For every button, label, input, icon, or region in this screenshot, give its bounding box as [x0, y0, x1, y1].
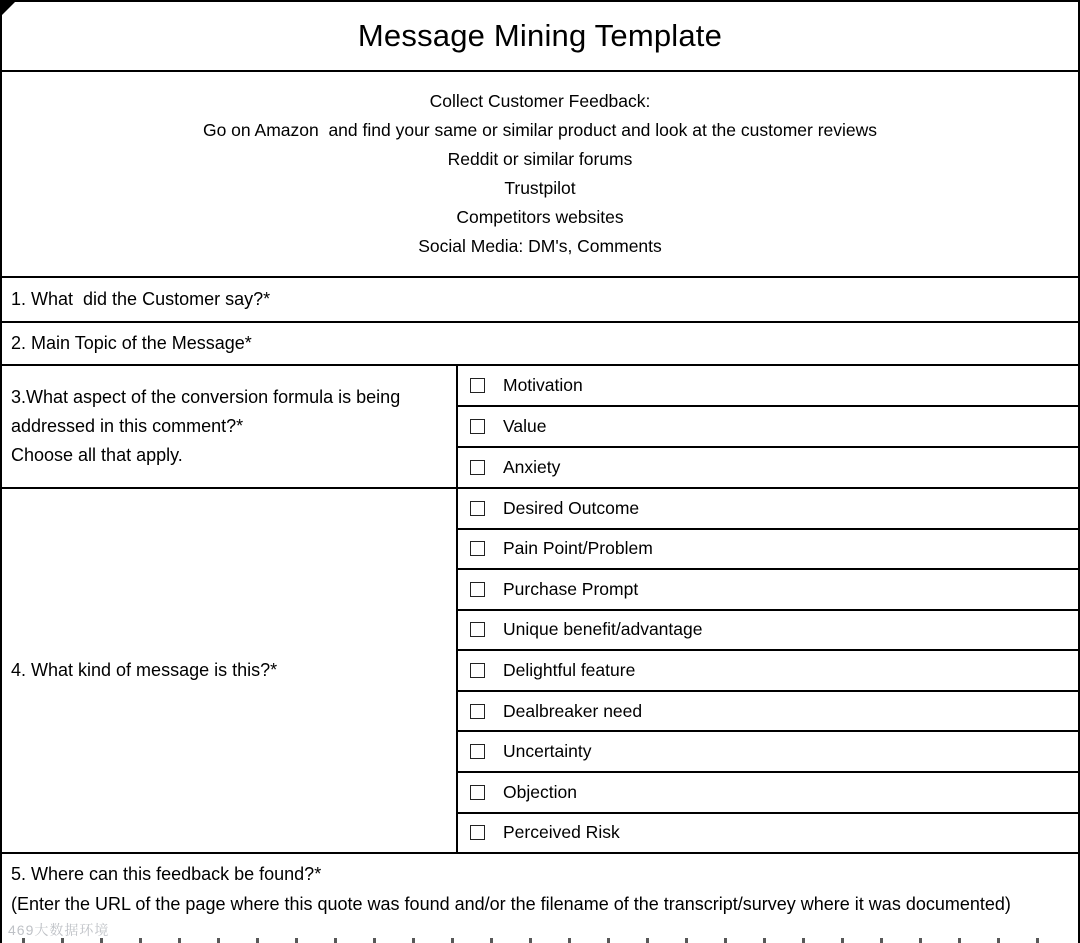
- checkbox[interactable]: [470, 501, 485, 516]
- option-label: Desired Outcome: [503, 497, 640, 518]
- question-4-label-cell: [2, 489, 456, 852]
- option-row-pain-point: [458, 530, 1078, 571]
- intro-line-social: Social Media: DM's, Comments: [418, 236, 662, 256]
- intro-line-competitors: Competitors websites: [456, 207, 624, 227]
- option-row-purchase-prompt: [458, 570, 1078, 611]
- checkbox[interactable]: [470, 663, 485, 678]
- option-row-perceived-risk: [458, 814, 1078, 853]
- question-2-label: 2. Main Topic of the Message*: [11, 333, 252, 353]
- cutoff-row-artifact: [22, 938, 1044, 943]
- option-label: Value: [503, 416, 547, 436]
- question-5-row: [2, 854, 1078, 943]
- checkbox[interactable]: [470, 744, 485, 759]
- option-label: Perceived Risk: [503, 822, 620, 843]
- intro-line-heading: Collect Customer Feedback:: [429, 91, 651, 111]
- option-row-value: [458, 407, 1078, 448]
- question-5-hint: (Enter the URL of the page where this quote was found and/or the filename of the transcript/survey where it was documented): [11, 894, 1011, 914]
- title-row: [2, 2, 1078, 72]
- intro-section: [2, 72, 1078, 278]
- question-3-label: 3.What aspect of the conversion formula is being addressed in this comment?*: [11, 387, 401, 436]
- page-corner-artifact: [2, 2, 15, 15]
- question-4-label: 4. What kind of message is this?*: [11, 660, 278, 680]
- page-title: Message Mining Template: [357, 18, 723, 53]
- option-label: Pain Point/Problem: [503, 538, 653, 559]
- option-row-desired-outcome: [458, 489, 1078, 530]
- option-label: Uncertainty: [503, 741, 592, 762]
- checkbox[interactable]: [470, 460, 485, 475]
- question-4-row: [2, 489, 1078, 854]
- question-3-label-cell: [2, 366, 456, 487]
- option-row-motivation: [458, 366, 1078, 407]
- question-3-row: [2, 366, 1078, 489]
- watermark: 469大数据环境: [8, 922, 110, 938]
- checkbox[interactable]: [470, 582, 485, 597]
- option-label: Purchase Prompt: [503, 578, 639, 599]
- option-label: Delightful feature: [503, 660, 636, 681]
- checkbox[interactable]: [470, 541, 485, 556]
- option-row-anxiety: [458, 448, 1078, 487]
- option-row-objection: [458, 773, 1078, 814]
- option-label: Unique benefit/advantage: [503, 619, 703, 640]
- question-1-label: 1. What did the Customer say?*: [11, 289, 271, 309]
- option-row-uncertainty: [458, 732, 1078, 773]
- option-row-delightful-feature: [458, 651, 1078, 692]
- option-label: Dealbreaker need: [503, 700, 643, 721]
- checkbox[interactable]: [470, 785, 485, 800]
- option-label: Anxiety: [503, 457, 561, 477]
- checkbox[interactable]: [470, 704, 485, 719]
- intro-line-amazon: Go on Amazon and find your same or similar product and look at the customer reviews: [202, 120, 878, 140]
- checkbox[interactable]: [470, 378, 485, 393]
- checkbox[interactable]: [470, 419, 485, 434]
- option-label: Objection: [503, 781, 577, 802]
- question-5-label: 5. Where can this feedback be found?*: [11, 864, 322, 884]
- question-1-row: [2, 278, 1078, 323]
- question-2-row: [2, 323, 1078, 366]
- question-3-options: [456, 366, 1078, 487]
- intro-line-trustpilot: Trustpilot: [504, 178, 576, 198]
- option-row-dealbreaker-need: [458, 692, 1078, 733]
- intro-line-reddit: Reddit or similar forums: [447, 149, 633, 169]
- checkbox[interactable]: [470, 825, 485, 840]
- question-4-options: [456, 489, 1078, 852]
- option-label: Motivation: [503, 375, 583, 395]
- checkbox[interactable]: [470, 622, 485, 637]
- option-row-unique-benefit: [458, 611, 1078, 652]
- question-3-sublabel: Choose all that apply.: [11, 445, 183, 465]
